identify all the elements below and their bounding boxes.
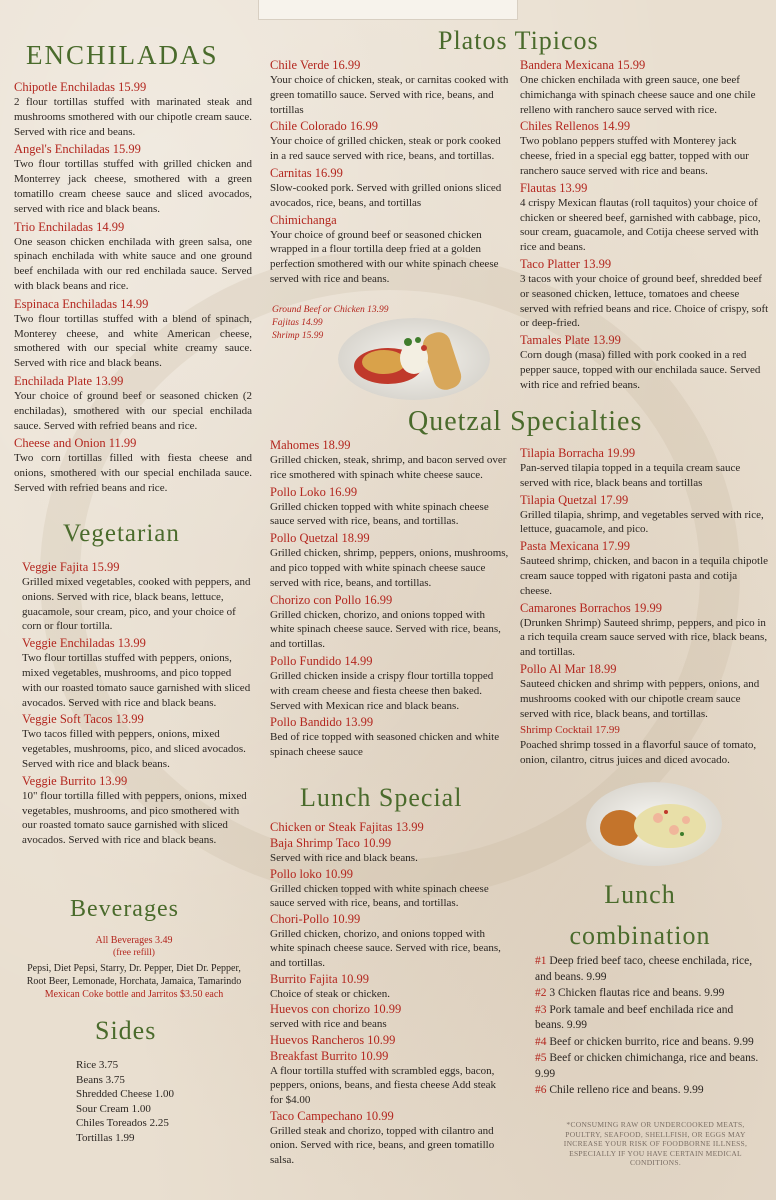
menu-item-title: Pollo Bandido 13.99 [270, 715, 374, 730]
combo-number: #1 [535, 955, 547, 967]
menu-item-description: Grilled chicken, steak, shrimp, and bacon served over rice smothered with spinach white cheese sauce. [270, 454, 507, 481]
menu-item-description: Grilled tilapia, shrimp, and vegetables served with rice, lettuce, guacamole, and pico. [520, 508, 764, 536]
menu-item-description: Your choice of ground beef or seasoned chicken wrapped in a flour tortilla deep fried at a golden perfection smothered with our white spinach cheese served with rice and beans. [270, 228, 499, 285]
menu-item-title: Tilapia Quetzal 17.99 [520, 492, 629, 507]
menu-item-description: 10" flour tortilla filled with peppers, onions, mixed vegetables, mushrooms, and pico smothered with our roasted tomato sauce garnished with sliced avocados. Served with rice and black beans. [22, 789, 247, 847]
beverages-list: Pepsi, Diet Pepsi, Starry, Dr. Pepper, Diet Dr. Pepper, Root Beer, Lemonade, Horchata, Jamaica, Tamarindo [26, 963, 242, 987]
menu-item-title: Camarones Borrachos 19.99 [520, 600, 662, 615]
vegetarian-list [22, 560, 252, 850]
menu-item-title: Pollo Fundido 14.99 [270, 653, 373, 668]
menu-item-description: One season chicken enchilada with green salsa, one spinach enchilada with white sauce and one ground beef enchilada with our red enchilada sauce. Served with black beans and rice. [14, 235, 252, 292]
menu-item-description: Two flour tortillas stuffed with grilled chicken and Monterrey jack cheese, smothered with a green tomatillo cream cheese sauce and sliced avocados, served with rice and black beans. [14, 158, 252, 215]
menu-item-title: Chori-Pollo 10.99 [270, 911, 361, 926]
menu-item [270, 119, 510, 164]
platos-right-list [520, 58, 770, 395]
side-item: Beans 3.75 [76, 1073, 125, 1086]
menu-item [14, 220, 252, 294]
menu-item [14, 80, 252, 139]
menu-item-title: Tamales Plate 13.99 [520, 333, 621, 348]
menu-item-title: Angel's Enchiladas 15.99 [14, 142, 141, 157]
menu-item [520, 723, 770, 768]
side-item: Chiles Toreados 2.25 [76, 1117, 169, 1129]
menu-item-description: Grilled chicken, chorizo, and onions topped with white spinach cheese sauce. Served with rice, beans, and tortillas. [270, 927, 501, 969]
health-disclaimer: *CONSUMING RAW OR UNDERCOOKED MEATS, POULTRY, SEAFOOD, SHELLFISH, OR EGGS MAY INCREASE YOUR RISK OF FOODBORNE ILLNESS, ESPECIALLY IF YOU HAVE CERTAIN MEDICAL CONDITIONS. [563, 1120, 748, 1167]
menu-item-description: Grilled steak and chorizo, topped with cilantro and onion. Served with rice, beans, and green tomatillo salsa. [270, 1124, 495, 1166]
menu-item-title: Pollo Quetzal 18.99 [270, 531, 370, 546]
menu-item [520, 601, 770, 660]
menu-item [14, 297, 252, 371]
menu-item-title: Veggie Enchiladas 13.99 [22, 636, 146, 651]
menu-item-title: Carnitas 16.99 [270, 165, 343, 180]
menu-item-description: Sauteed chicken and shrimp with peppers, onions, and mushrooms cooked with our chipotle cream sauce served with rice, black beans, and tortillas. [520, 677, 760, 720]
menu-item-description: 4 crispy Mexican flautas (roll taquitos) your choice of chicken or sheered beef, garnished with cabbage, pico, sour cream, guacamole, and Cotija cheese served with rice and beans. [520, 196, 761, 254]
menu-item-description: Grilled mixed vegetables, cooked with peppers, and onions. Served with rice, black beans, lettuce, guacamole, sour cream, pico, and your choice of corn or flour tortilla. [22, 576, 251, 633]
menu-item-title: Taco Platter 13.99 [520, 256, 612, 271]
menu-item [520, 257, 770, 331]
menu-item-description: Sauteed shrimp, chicken, and bacon in a tequila chipotle cream sauce topped with rigatoni pasta and cotija cheese. [520, 555, 769, 597]
beverages-price: All Beverages 3.49 [95, 935, 173, 946]
menu-item [520, 662, 770, 721]
menu-item-title: Chimichanga [270, 212, 337, 227]
menu-item-title: Chile Colorado 16.99 [270, 119, 378, 134]
side-item: Tortillas 1.99 [76, 1131, 135, 1144]
menu-item [270, 972, 510, 1002]
menu-item [270, 1002, 510, 1032]
menu-item-description: Your choice of ground beef or seasoned chicken (2 enchiladas), smothered with our special enchilada sauce. Served with refried beans and rice. [14, 389, 252, 432]
menu-item [270, 1049, 510, 1108]
menu-item [520, 119, 770, 178]
menu-item-description: Two tacos filled with peppers, onions, mixed vegetables, mushrooms, pico, and sliced avocados. Served with rice and black beans. [22, 728, 246, 770]
combo-item [535, 986, 760, 1002]
menu-item [270, 166, 510, 211]
combo-text: Pork tamale and beef enchilada rice and beans. 9.99 [535, 1003, 734, 1031]
menu-item-description: Choice of steak or chicken. [270, 987, 391, 1000]
menu-item [14, 374, 252, 433]
side-item: Shredded Cheese 1.00 [76, 1088, 175, 1100]
menu-item-description: 2 flour tortillas stuffed with marinated steak and mushrooms smothered with our chipotle cream sauce. Served with rice and beans. [14, 96, 252, 138]
top-tab [258, 0, 518, 20]
combo-item [535, 1083, 760, 1099]
menu-item-title: Chipotle Enchiladas 15.99 [14, 80, 147, 94]
menu-item [270, 820, 510, 835]
combo-text: Beef or chicken chimichanga, rice and beans. 9.99 [535, 1052, 759, 1080]
lunch-special-list [270, 820, 510, 1168]
menu-item [520, 446, 770, 491]
menu-item [520, 539, 770, 598]
menu-item-title: Shrimp Cocktail 17.99 [520, 724, 620, 737]
combo-item [535, 1051, 760, 1082]
platos-left-list [270, 58, 510, 289]
lunch-combo-heading-1: Lunch [604, 880, 676, 909]
shrimp-plate-photo [586, 782, 722, 866]
menu-item-title: Trio Enchiladas 14.99 [14, 219, 125, 234]
quetzal-left-list [270, 438, 510, 762]
menu-item-description: One chicken enchilada with green sauce, one beef chimichanga with spinach cheese sauce and one chile relleno with ranchero sauce served with rice. [520, 74, 756, 116]
combo-item [535, 1003, 760, 1034]
menu-item [22, 774, 252, 848]
menu-item-title: Chorizo con Pollo 16.99 [270, 592, 393, 607]
vegetarian-heading: Vegetarian [63, 520, 180, 547]
beverages-refill: (free refill) [113, 948, 155, 958]
combo-text: Beef or chicken burrito, rice and beans. 9.99 [549, 1035, 754, 1048]
side-item: Sour Cream 1.00 [76, 1102, 151, 1115]
menu-item [270, 867, 510, 911]
enchiladas-heading: ENCHILADAS [26, 40, 219, 70]
sides-heading: Sides [95, 1016, 157, 1045]
enchiladas-list [14, 80, 252, 499]
combo-item [535, 1035, 760, 1051]
menu-item-title: Baja Shrimp Taco 10.99 [270, 836, 392, 850]
menu-item [270, 715, 510, 760]
menu-item-title: Huevos con chorizo 10.99 [270, 1002, 402, 1017]
menu-item-title: Pollo Al Mar 18.99 [520, 661, 617, 676]
quetzal-heading: Quetzal Specialties [408, 406, 643, 437]
menu-item [520, 58, 770, 117]
menu-item [520, 181, 770, 255]
menu-item-title: Flautas 13.99 [520, 180, 588, 195]
menu-item-description: 3 tacos with your choice of ground beef, shredded beef or seasoned chicken, lettuce, tomatoes and cheese served with refried beans and rice. Choice of crispy, soft or deep-fried. [520, 272, 769, 330]
chimichanga-photo [338, 318, 490, 400]
menu-item-description: (Drunken Shrimp) Sauteed shrimp, peppers, and pico in a rich tequila cream sauce served with rice, black beans, and tortillas. [520, 616, 768, 659]
menu-item-title: Chile Verde 16.99 [270, 58, 361, 72]
menu-item [270, 912, 510, 971]
combo-text: 3 Chicken flautas rice and beans. 9.99 [549, 987, 725, 999]
menu-item [270, 593, 510, 652]
menu-item [14, 142, 252, 216]
menu-item-title: Bandera Mexicana 15.99 [520, 58, 646, 72]
menu-item-title: Taco Campechano 10.99 [270, 1108, 394, 1123]
menu-item-description: Your choice of chicken, steak, or carnitas cooked with green tomatillo sauce. Served with rice, beans, and tortillas [270, 74, 509, 116]
sides-list [76, 1058, 246, 1145]
menu-item-title: Enchilada Plate 13.99 [14, 373, 124, 388]
menu-item-description: Grilled chicken, shrimp, peppers, onions, mushrooms, and pico topped with white spinach cheese sauce served with rice, beans, and tortillas. [270, 547, 509, 589]
menu-item [520, 493, 770, 538]
chimi-price-2: Fajitas 14.99 [272, 318, 323, 328]
menu-item-description: Pan-served tilapia topped in a tequila cream sauce served with rice, black beans and tortillas [520, 462, 741, 489]
combo-number: #2 [535, 987, 547, 999]
menu-item-title: Burrito Fajita 10.99 [270, 971, 369, 986]
menu-item-description: Two corn tortillas filled with fiesta cheese and onions, smothered with our special enchilada sauce. Served with refried beans and rice. [14, 452, 252, 494]
beverages-block [20, 934, 248, 1001]
menu-item-description: Grilled chicken, chorizo, and onions topped with white spinach cheese sauce. Served with rice, beans, and tortillas. [270, 608, 501, 651]
menu-item-title: Veggie Fajita 15.99 [22, 560, 120, 574]
combo-text: Deep fried beef taco, cheese enchilada, rice, and beans. 9.99 [535, 955, 753, 983]
menu-item-description: Poached shrimp tossed in a flavorful sauce of tomato, onion, cilantro, citrus juices and diced avocado. [520, 739, 757, 767]
side-item: Rice 3.75 [76, 1059, 119, 1071]
menu-item-title: Chiles Rellenos 14.99 [520, 119, 631, 134]
menu-item-title: Veggie Burrito 13.99 [22, 773, 128, 788]
menu-item-title: Huevos Rancheros 10.99 [270, 1032, 396, 1047]
chimi-price-3: Shrimp 15.99 [272, 331, 324, 341]
menu-item-description: Served with rice and black beans. [270, 852, 418, 864]
menu-item-title: Chicken or Steak Fajitas 13.99 [270, 820, 424, 834]
chimi-price-1: Ground Beef or Chicken 13.99 [272, 305, 389, 315]
menu-item [22, 560, 252, 634]
menu-item [270, 1033, 510, 1048]
menu-item [22, 636, 252, 710]
combo-number: #3 [535, 1003, 547, 1016]
menu-item-description: Bed of rice topped with seasoned chicken and white spinach cheese sauce [270, 731, 500, 759]
quetzal-right-list [520, 446, 770, 770]
menu-item [270, 213, 510, 287]
menu-item-title: Pasta Mexicana 17.99 [520, 539, 631, 554]
menu-item-title: Breakfast Burrito 10.99 [270, 1048, 389, 1063]
menu-item-title: Espinaca Enchiladas 14.99 [14, 296, 149, 311]
combo-item [535, 954, 760, 985]
menu-item [520, 333, 770, 392]
menu-item-title: Mahomes 18.99 [270, 438, 351, 452]
combo-number: #4 [535, 1035, 547, 1048]
menu-item-description: Grilled chicken inside a crispy flour tortilla topped with cream cheese and fiesta cheese then baked. Served with Mexican rice and black beans. [270, 669, 494, 712]
menu-item [270, 654, 510, 713]
menu-item-description: Grilled chicken topped with white spinach cheese sauce served with rice, beans, and tortillas. [270, 500, 489, 528]
menu-item-description: Two flour tortillas stuffed with peppers, onions, mixed vegetables, mushrooms, and pico topped with our roasted tomato sauce garnished with sliced avocados. Served with rice and black beans. [22, 652, 251, 709]
menu-item-title: Veggie Soft Tacos 13.99 [22, 712, 144, 727]
menu-item [270, 58, 510, 117]
lunch-special-heading: Lunch Special [300, 783, 463, 812]
menu-item-description: served with rice and beans [270, 1018, 387, 1031]
menu-item-description: Two flour tortillas stuffed with a blend of spinach, Monterey cheese, and white American cheese, smothered with our special white creamy sauce. Served with rice and black beans. [14, 312, 252, 370]
menu-item-title: Tilapia Borracha 19.99 [520, 446, 636, 460]
combo-number: #6 [535, 1084, 547, 1096]
lunch-combo-heading-2: combination [569, 921, 711, 950]
menu-item-description: Two poblano peppers stuffed with Monterey jack cheese, fried in a special egg batter, topped with our ranchero sauce served with rice and beans. [520, 135, 749, 177]
menu-item-description: Your choice of grilled chicken, steak or pork cooked in a red sauce served with rice, beans, and tortillas. [270, 135, 501, 163]
menu-item [270, 1109, 510, 1168]
menu-item-title: Pollo Loko 16.99 [270, 484, 358, 499]
menu-item [270, 485, 510, 530]
menu-item-description: Corn dough (masa) filled with pork cooked in a red pepper sauce, topped with our enchilada sauce. Served with rice and refried beans. [520, 349, 761, 391]
menu-item-description: A flour tortilla stuffed with scrambled eggs, bacon, peppers, onions, beans, and fiesta cheese Add steak for $4.00 [270, 1064, 497, 1106]
menu-item [270, 531, 510, 590]
lunch-combo-list [535, 954, 760, 1100]
menu-item-title: Pollo loko 10.99 [270, 866, 353, 881]
menu-item [270, 438, 510, 483]
beverages-heading: Beverages [70, 896, 179, 922]
combo-number: #5 [535, 1052, 547, 1064]
menu-item [22, 712, 252, 771]
menu-item-description: Slow-cooked pork. Served with grilled onions sliced avocados, rice, beans, and tortillas [270, 181, 502, 209]
menu-item-title: Cheese and Onion 11.99 [14, 436, 137, 451]
platos-heading: Platos Tipicos [438, 26, 599, 55]
menu-item [270, 836, 510, 866]
menu-item-description: Grilled chicken topped with white spinach cheese sauce served with rice, beans, and tortillas. [270, 882, 489, 910]
beverages-extra: Mexican Coke bottle and Jarritos $3.50 each [44, 989, 224, 1000]
combo-text: Chile relleno rice and beans. 9.99 [549, 1084, 704, 1096]
menu-item [14, 436, 252, 495]
